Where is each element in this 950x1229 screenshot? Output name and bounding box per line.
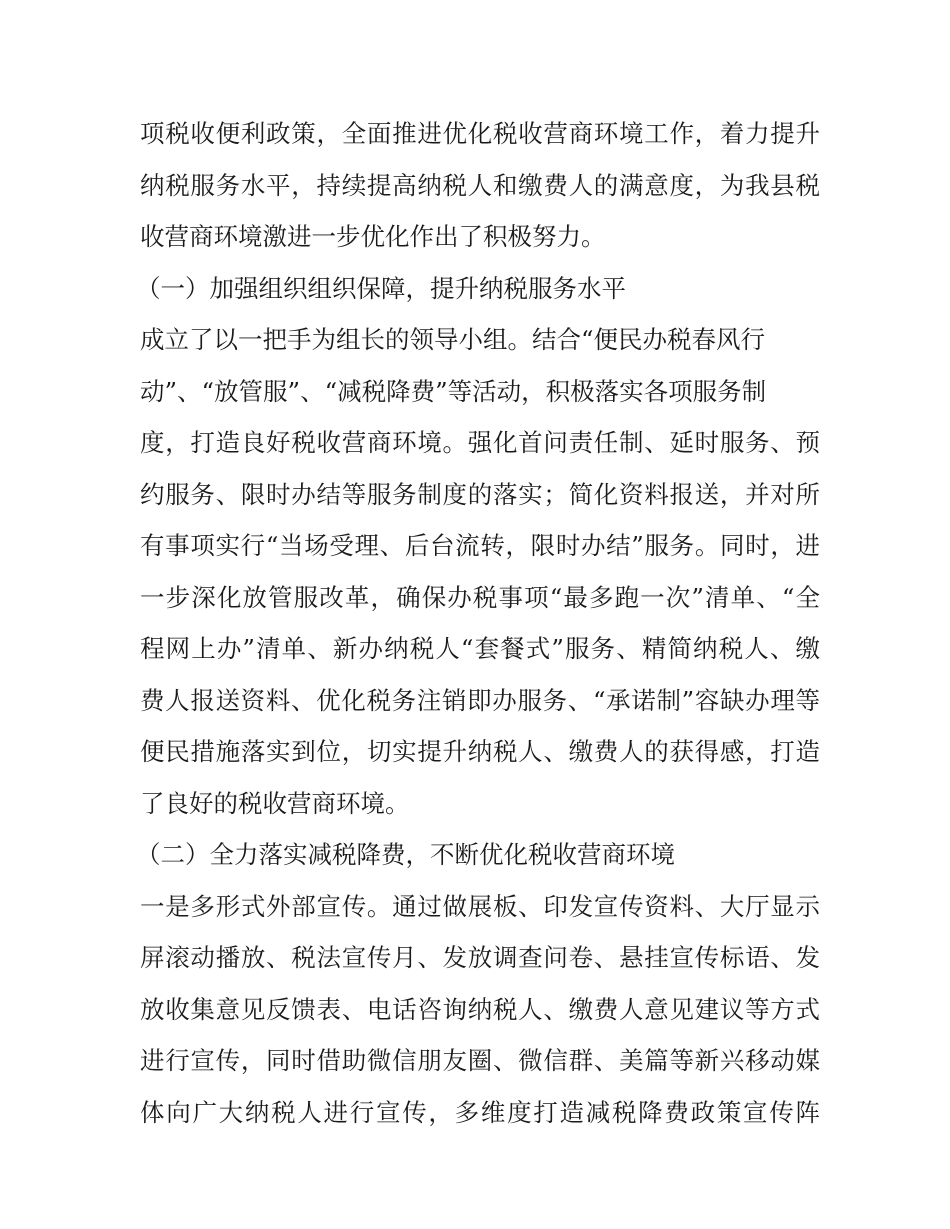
- text-line: 程网上办”清单、新办纳税人“套餐式”服务、精简纳税人、缴: [140, 634, 820, 663]
- text-line: 便民措施落实到位，切实提升纳税人、缴费人的获得感，打造: [140, 737, 820, 766]
- text-line: 收营商环境激进一步优化作出了积极努力。: [140, 222, 606, 251]
- section-heading: （一）加强组织组织保障，提升纳税服务水平: [136, 273, 626, 303]
- text-line: 体向广大纳税人进行宣传，多维度打造减税降费政策宣传阵: [140, 1097, 820, 1127]
- text-line: 一是多形式外部宣传。通过做展板、印发宣传资料、大厅显示: [140, 891, 820, 921]
- text-line: 项税收便利政策，全面推进优化税收营商环境工作，着力提升: [140, 119, 820, 148]
- text-line: 费人报送资料、优化税务注销即办服务、“承诺制”容缺办理等: [140, 685, 820, 715]
- text-line: 屏滚动播放、税法宣传月、发放调查问卷、悬挂宣传标语、发: [140, 943, 820, 972]
- text-line: 了良好的税收营商环境。: [140, 788, 410, 818]
- text-line: 约服务、限时办结等服务制度的落实；简化资料报送，并对所: [140, 479, 820, 509]
- document-body: [136, 108, 820, 1138]
- text-line: 成立了以一把手为组长的领导小组。结合“便民办税春风行: [140, 325, 766, 354]
- section-heading: （二）全力落实减税降费，不断优化税收营商环境: [136, 840, 675, 869]
- text-line: 放收集意见反馈表、电话咨询纳税人、缴费人意见建议等方式: [140, 994, 820, 1024]
- text-line: 一步深化放管服改革，确保办税事项“最多跑一次”清单、“全: [140, 582, 820, 612]
- text-line: 度，打造良好税收营商环境。强化首问责任制、延时服务、预: [140, 428, 820, 457]
- text-line: 动”、“放管服”、“减税降费”等活动，积极落实各项服务制: [140, 376, 767, 406]
- text-line: 纳税服务水平，持续提高纳税人和缴费人的满意度，为我县税: [140, 170, 820, 200]
- text-line: 有事项实行“当场受理、后台流转，限时办结”服务。同时，进: [140, 531, 820, 560]
- text-line: 进行宣传，同时借助微信朋友圈、微信群、美篇等新兴移动媒: [140, 1046, 820, 1075]
